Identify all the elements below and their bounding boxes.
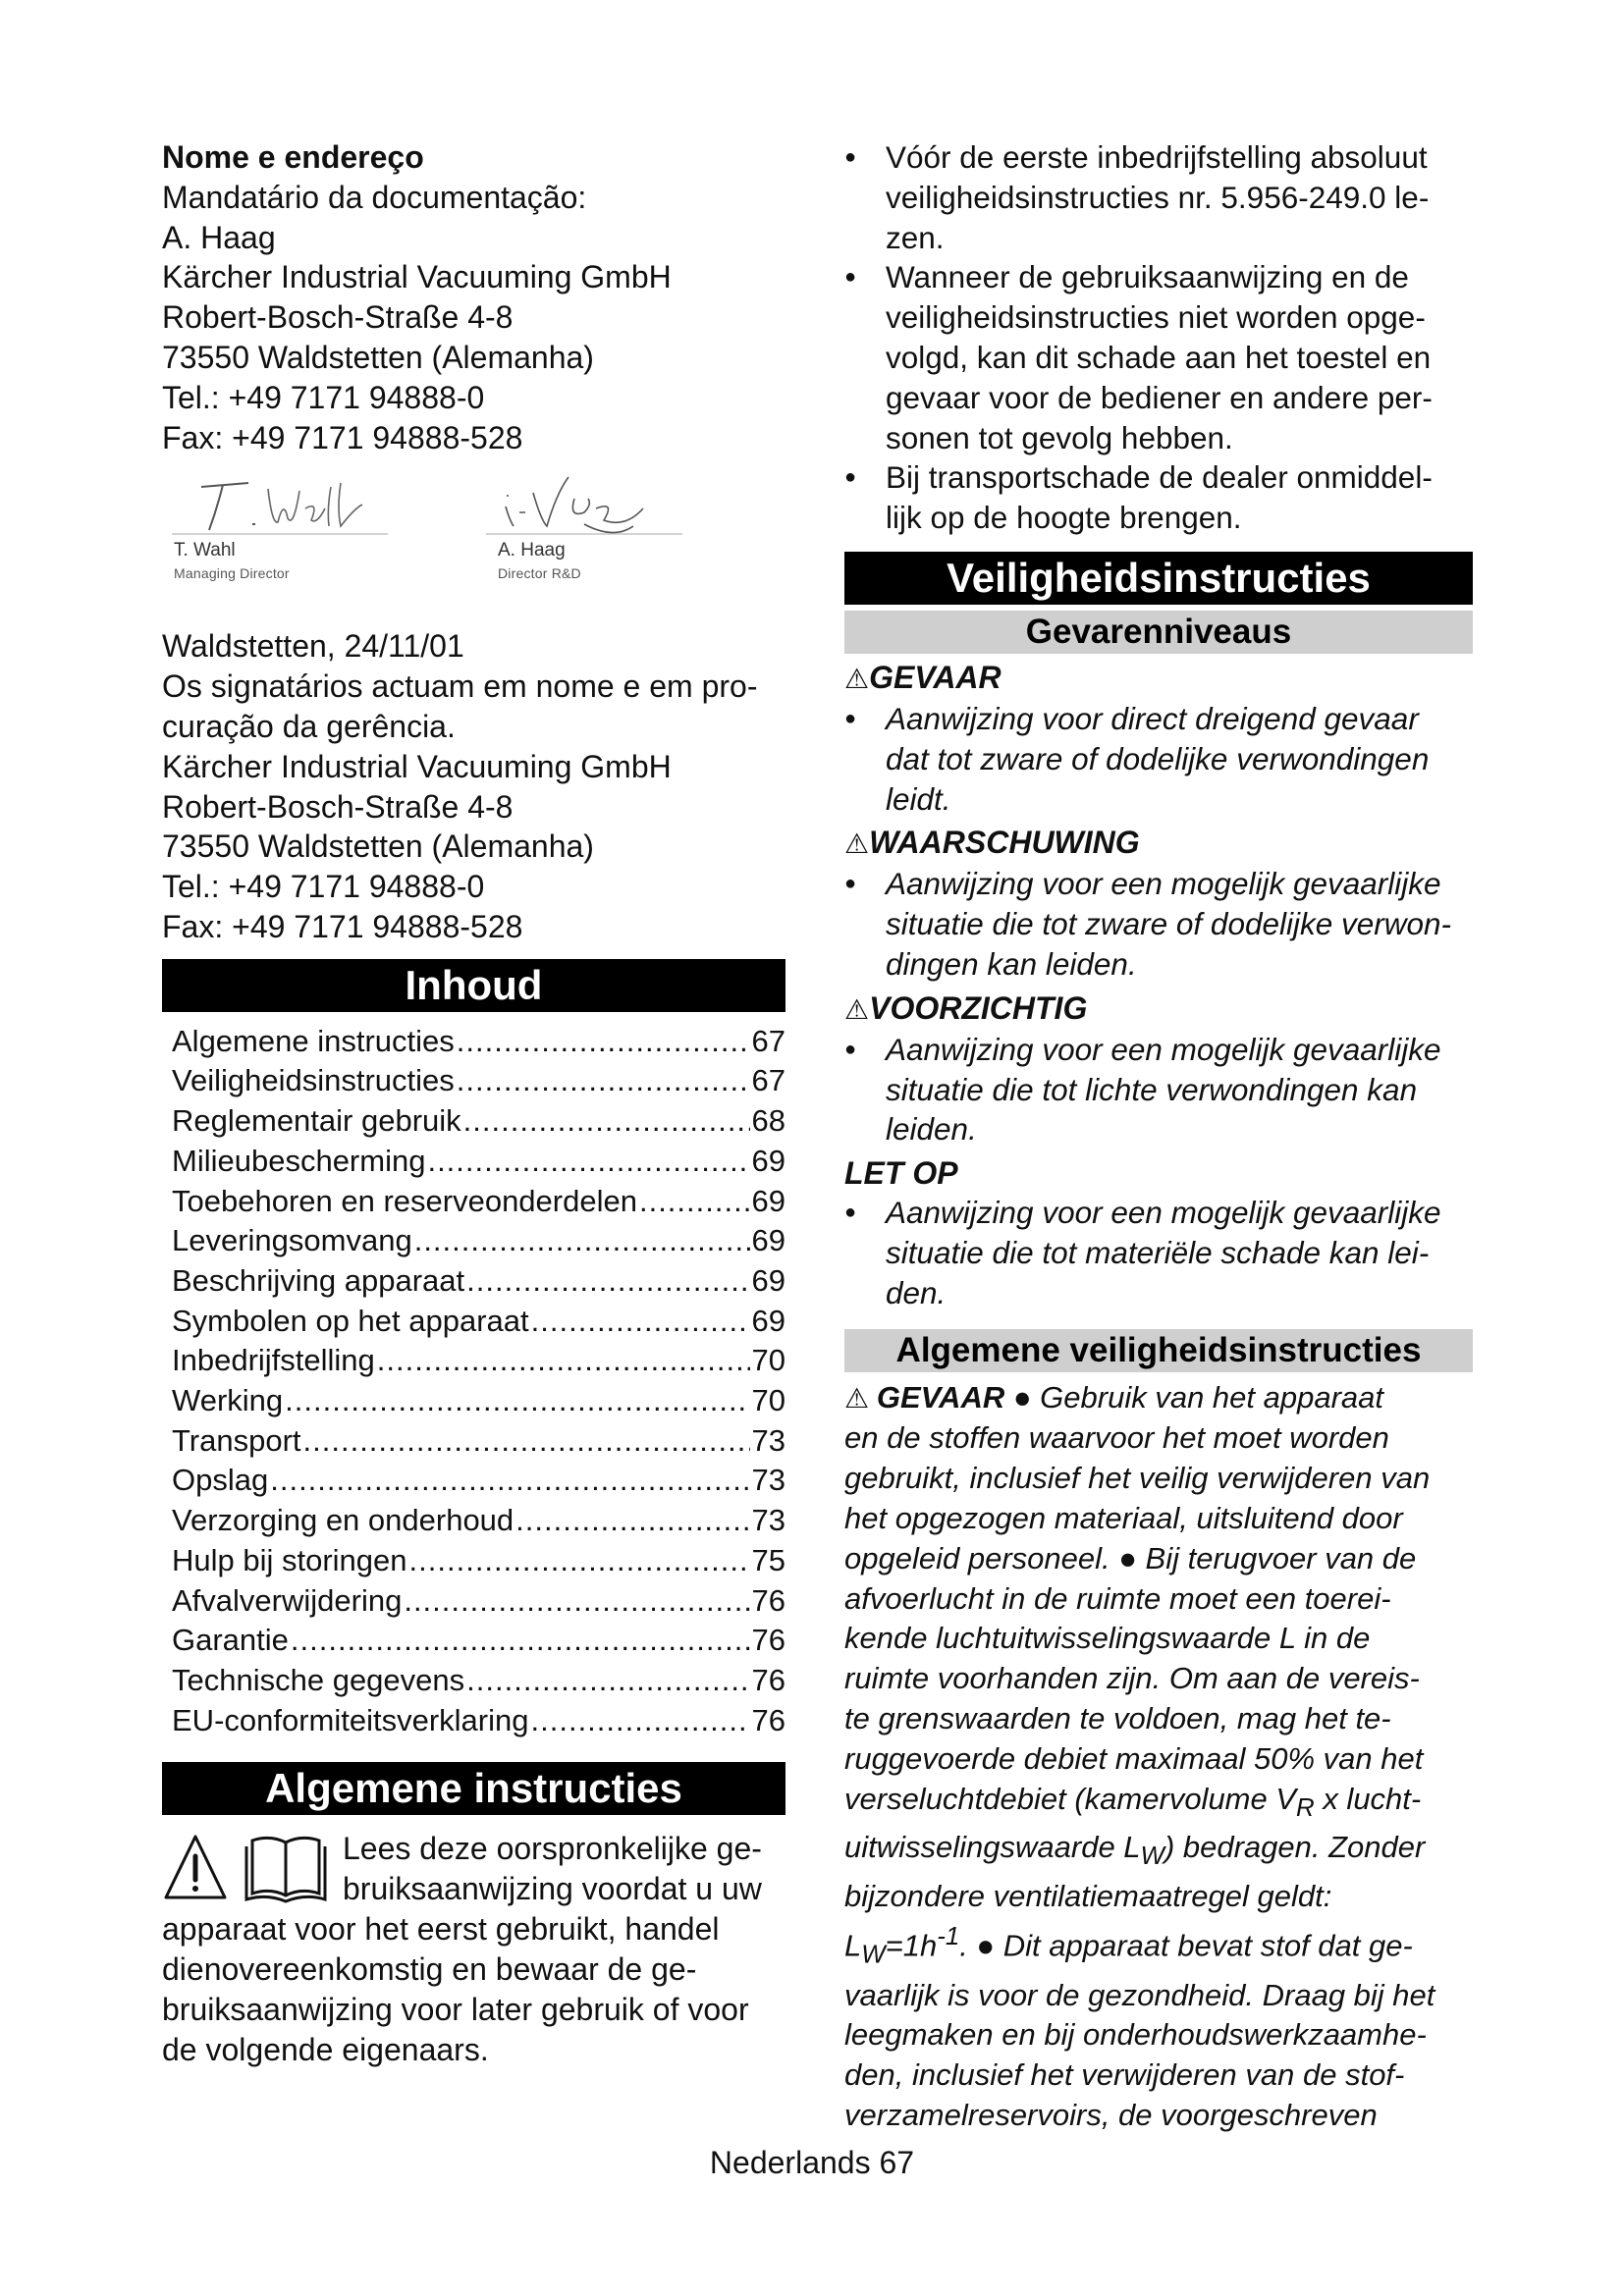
toc-row[interactable] bbox=[172, 1381, 785, 1421]
safety-text: =1h bbox=[885, 1928, 938, 1963]
level-line: situatie die tot zware of dodelijke verwon- bbox=[886, 906, 1452, 942]
toc-row[interactable] bbox=[172, 1022, 785, 1062]
safety-line: bijzondere ventilatiemaatregel geldt: bbox=[844, 1879, 1332, 1914]
address-block-2 bbox=[162, 626, 785, 946]
address-line: 73550 Waldstetten (Alemanha) bbox=[162, 339, 594, 375]
toc-leader bbox=[409, 1541, 750, 1581]
danger-levels bbox=[844, 658, 1473, 1313]
bullet-line: volgd, kan dit schade aan het toestel en bbox=[886, 339, 1432, 375]
address-line: curação da gerência. bbox=[162, 708, 456, 744]
superscript: -1 bbox=[937, 1923, 960, 1951]
toc-leader bbox=[531, 1701, 750, 1741]
toc-leader bbox=[270, 1461, 749, 1501]
level-line: ● Aanwijzing voor direct dreigend gevaar bbox=[886, 700, 1419, 736]
toc-page: 76 bbox=[751, 1623, 785, 1658]
toc-leader bbox=[457, 1061, 750, 1101]
intro-line: bruiksaanwijzing voordat u uw bbox=[343, 1871, 762, 1907]
address-line: A. Haag bbox=[162, 219, 276, 255]
bullet-line: veiligheidsinstructies niet worden opge- bbox=[886, 299, 1426, 336]
toc-page: 76 bbox=[751, 1702, 785, 1737]
toc-page: 76 bbox=[751, 1582, 785, 1618]
toc-leader bbox=[404, 1581, 749, 1622]
toc-leader bbox=[303, 1421, 750, 1462]
toc-page: 67 bbox=[751, 1023, 785, 1058]
toc-row[interactable] bbox=[172, 1661, 785, 1701]
level-line: ● Aanwijzing voor een mogelijk gevaarlijke bbox=[886, 1031, 1441, 1067]
level-text bbox=[844, 1193, 1473, 1312]
address-line: Robert-Bosch-Straße 4-8 bbox=[162, 788, 514, 825]
bullet-line: sonen tot gevolg hebben. bbox=[886, 419, 1233, 455]
level-name: VOORZICHTIG bbox=[869, 989, 1088, 1026]
toc-title: Transport bbox=[172, 1422, 301, 1458]
danger-levels-heading: Gevarenniveaus bbox=[844, 611, 1473, 654]
level-label bbox=[844, 823, 1473, 864]
toc-title: Toebehoren en reserveonderdelen bbox=[172, 1183, 637, 1218]
safety-line: gebruikt, inclusief het veilig verwijderen van bbox=[844, 1461, 1431, 1496]
safety-line: het opgezogen materiaal, uitsluitend door bbox=[844, 1500, 1403, 1535]
table-of-contents bbox=[162, 1022, 785, 1741]
toc-row[interactable] bbox=[172, 1221, 785, 1261]
toc-row[interactable] bbox=[172, 1341, 785, 1381]
toc-title: Technische gegevens bbox=[172, 1663, 465, 1697]
toc-page: 67 bbox=[751, 1063, 785, 1098]
intro-line: dienovereenkomstig en bewaar de ge- bbox=[162, 1951, 697, 1988]
safety-text: ● Gebruik van het apparaat bbox=[1012, 1379, 1384, 1415]
general-instructions-heading: Algemene instructies bbox=[162, 1762, 785, 1815]
address-line: Tel.: +49 7171 94888-0 bbox=[162, 869, 485, 905]
toc-page: 70 bbox=[751, 1343, 785, 1378]
left-column bbox=[162, 137, 785, 2070]
bullet-line: zen. bbox=[886, 219, 945, 255]
bullet-line: ● Bij transportschade de dealer onmiddel- bbox=[886, 459, 1433, 496]
toc-title: Milieubescherming bbox=[172, 1143, 426, 1178]
danger-label: GEVAAR bbox=[876, 1379, 1005, 1415]
toc-heading: Inhoud bbox=[162, 959, 785, 1012]
toc-row[interactable] bbox=[172, 1701, 785, 1741]
subscript: W bbox=[861, 1941, 886, 1969]
address-line: Waldstetten, 24/11/01 bbox=[162, 628, 464, 665]
safety-line bbox=[844, 1917, 1473, 1975]
toc-row[interactable] bbox=[172, 1302, 785, 1342]
safety-text: x lucht- bbox=[1314, 1781, 1422, 1816]
warning-icon: ⚠ bbox=[844, 663, 870, 694]
safety-line: en de stoffen waarvoor het moet worden bbox=[844, 1420, 1389, 1456]
toc-leader bbox=[291, 1621, 750, 1661]
toc-page: 70 bbox=[751, 1383, 785, 1418]
toc-page: 76 bbox=[751, 1663, 785, 1697]
toc-row[interactable] bbox=[172, 1461, 785, 1501]
toc-title: Algemene instructies bbox=[172, 1023, 455, 1058]
toc-page: 68 bbox=[751, 1103, 785, 1139]
bullet-line: lijk op de hoogte brengen. bbox=[886, 500, 1242, 536]
toc-title: Symbolen op het apparaat bbox=[172, 1303, 529, 1338]
toc-title: Reglementair gebruik bbox=[172, 1103, 461, 1139]
safety-text: uitwisselingswaarde L bbox=[844, 1830, 1141, 1865]
safety-line bbox=[844, 1780, 1473, 1829]
safety-line: te grenswaarden te voldoen, mag het te- bbox=[844, 1700, 1391, 1735]
toc-leader bbox=[463, 1101, 750, 1142]
handwritten-signature-icon bbox=[486, 469, 702, 538]
safety-line: opgeleid personeel. ● Bij terugvoer van de bbox=[844, 1540, 1417, 1575]
safety-line bbox=[844, 1828, 1473, 1877]
toc-title: Beschrijving apparaat bbox=[172, 1262, 465, 1298]
toc-page: 69 bbox=[751, 1183, 785, 1218]
toc-row[interactable] bbox=[172, 1581, 785, 1622]
toc-leader bbox=[285, 1381, 749, 1421]
signature-wahl bbox=[162, 469, 417, 581]
page-footer: Nederlands 67 bbox=[709, 2145, 915, 2180]
safety-text: verseluchtdebiet (kamervolume V bbox=[844, 1781, 1297, 1816]
level-name: GEVAAR bbox=[869, 659, 1001, 695]
toc-row[interactable] bbox=[172, 1182, 785, 1222]
bullet-line: veiligheidsinstructies nr. 5.956-249.0 le- bbox=[886, 179, 1430, 215]
signature-haag bbox=[486, 469, 741, 581]
intro-line: bruiksaanwijzing voor later gebruik of voor bbox=[162, 1992, 749, 2027]
safety-line bbox=[844, 1378, 1473, 1419]
level-label bbox=[844, 1153, 1473, 1193]
address-line: Fax: +49 7171 94888-528 bbox=[162, 908, 523, 944]
intro-line: de volgende eigenaars. bbox=[162, 2031, 489, 2067]
safety-line: kende luchtuitwisselingswaarde L in de bbox=[844, 1621, 1371, 1656]
toc-leader bbox=[457, 1022, 750, 1062]
level-label bbox=[844, 988, 1473, 1030]
address-block-1 bbox=[162, 137, 785, 457]
general-safety-heading: Algemene veiligheidsinstructies bbox=[844, 1329, 1473, 1372]
toc-page: 73 bbox=[751, 1422, 785, 1458]
level-text bbox=[844, 699, 1473, 819]
toc-page: 69 bbox=[751, 1143, 785, 1178]
safety-line: ruggevoerde debiet maximaal 50% van het bbox=[844, 1740, 1424, 1776]
address-line: Fax: +49 7171 94888-528 bbox=[162, 419, 523, 455]
address-line: Kärcher Industrial Vacuuming GmbH bbox=[162, 748, 672, 784]
safety-line: den, inclusief het verwijderen van de stof- bbox=[844, 2057, 1405, 2093]
toc-row[interactable] bbox=[172, 1621, 785, 1661]
address-heading: Nome e endereço bbox=[162, 139, 424, 175]
toc-title: Verzorging en onderhoud bbox=[172, 1503, 514, 1538]
toc-row[interactable] bbox=[172, 1061, 785, 1101]
toc-leader bbox=[414, 1221, 750, 1261]
address-line: Tel.: +49 7171 94888-0 bbox=[162, 379, 485, 415]
toc-row[interactable] bbox=[172, 1421, 785, 1462]
signatory-role: Director R&D bbox=[498, 565, 581, 582]
subscript: W bbox=[1140, 1842, 1164, 1871]
safety-heading: Veiligheidsinstructies bbox=[844, 552, 1473, 605]
toc-title: Afvalverwijdering bbox=[172, 1582, 403, 1618]
bullet-item bbox=[844, 457, 1473, 538]
toc-page: 69 bbox=[751, 1303, 785, 1338]
toc-title: Inbedrijfstelling bbox=[172, 1343, 375, 1378]
bullet-line: gevaar voor de bediener en andere per- bbox=[886, 379, 1433, 415]
level-text bbox=[844, 1030, 1473, 1149]
toc-title: Werking bbox=[172, 1383, 284, 1418]
level-line: leiden. bbox=[886, 1111, 977, 1148]
level-line: ● Aanwijzing voor een mogelijk gevaarlijke bbox=[886, 1195, 1441, 1231]
signatory-name: A. Haag bbox=[498, 540, 566, 561]
toc-leader bbox=[515, 1501, 749, 1541]
safety-line: ruimte voorhanden zijn. Om aan de vereis- bbox=[844, 1661, 1420, 1696]
toc-leader bbox=[466, 1661, 749, 1701]
general-instructions-text bbox=[162, 1829, 785, 2069]
signatory-name: T. Wahl bbox=[174, 540, 236, 561]
address-line: Kärcher Industrial Vacuuming GmbH bbox=[162, 259, 672, 295]
address-line: Robert-Bosch-Straße 4-8 bbox=[162, 299, 514, 336]
safety-line: verzamelreservoirs, de voorgeschreven bbox=[844, 2097, 1378, 2132]
level-label bbox=[844, 658, 1473, 699]
intro-line: apparaat voor het eerst gebruikt, handel bbox=[162, 1911, 720, 1948]
level-line: dingen kan leiden. bbox=[886, 945, 1137, 982]
safety-line: vaarlijk is voor de gezondheid. Draag bij het bbox=[844, 1977, 1435, 2012]
level-line: situatie die tot lichte verwondingen kan bbox=[886, 1071, 1418, 1107]
level-line: ● Aanwijzing voor een mogelijk gevaarlijke bbox=[886, 866, 1441, 902]
warning-triangle-icon bbox=[162, 1829, 337, 1909]
toc-page: 75 bbox=[751, 1542, 785, 1577]
bullet-line: ● Wanneer de gebruiksaanwijzing en de bbox=[886, 259, 1409, 295]
toc-leader bbox=[531, 1302, 750, 1342]
safety-line: leegmaken en bij onderhoudswerkzaamhe- bbox=[844, 2017, 1427, 2053]
manual-book-icon bbox=[246, 1839, 325, 1902]
toc-leader bbox=[639, 1182, 750, 1222]
level-line: leidt. bbox=[886, 780, 951, 817]
signatory-role: Managing Director bbox=[174, 565, 290, 582]
toc-leader bbox=[427, 1142, 749, 1182]
bullet-line: ● Vóór de eerste inbedrijfstelling absoluut bbox=[886, 139, 1428, 175]
toc-leader bbox=[466, 1261, 749, 1302]
toc-leader bbox=[377, 1341, 750, 1381]
warning-icon: ⚠ bbox=[844, 993, 870, 1025]
toc-row[interactable] bbox=[172, 1261, 785, 1302]
intro-line: Lees deze oorspronkelijke ge- bbox=[343, 1831, 762, 1867]
safety-text: ) bedragen. Zonder bbox=[1164, 1830, 1426, 1865]
toc-title: EU-conformiteitsverklaring bbox=[172, 1702, 529, 1737]
bullet-item bbox=[844, 257, 1473, 457]
intro-icons bbox=[162, 1829, 337, 1909]
level-name: WAARSCHUWING bbox=[869, 825, 1140, 861]
signatures bbox=[162, 469, 785, 626]
level-line: den. bbox=[886, 1274, 947, 1310]
toc-title: Garantie bbox=[172, 1623, 289, 1658]
toc-row[interactable] bbox=[172, 1541, 785, 1581]
bullet-item bbox=[844, 137, 1473, 257]
subscript: R bbox=[1296, 1793, 1315, 1822]
safety-text: . ● Dit apparaat bevat stof dat ge- bbox=[959, 1928, 1413, 1963]
toc-title: Veiligheidsinstructies bbox=[172, 1063, 455, 1098]
address-line: Mandatário da documentação: bbox=[162, 179, 587, 215]
toc-page: 69 bbox=[751, 1223, 785, 1258]
toc-row[interactable] bbox=[172, 1142, 785, 1182]
toc-title: Leveringsomvang bbox=[172, 1223, 412, 1258]
toc-row[interactable] bbox=[172, 1101, 785, 1142]
right-column bbox=[844, 137, 1473, 2136]
level-text bbox=[844, 864, 1473, 984]
handwritten-signature-icon bbox=[162, 469, 417, 538]
safety-line: afvoerlucht in de ruimte moet een toerei- bbox=[844, 1580, 1391, 1616]
level-line: situatie die tot materiële schade kan lei- bbox=[886, 1234, 1430, 1270]
address-line: Os signatários actuam em nome e em pro- bbox=[162, 668, 758, 705]
toc-page: 73 bbox=[751, 1503, 785, 1538]
safety-text: L bbox=[844, 1928, 862, 1963]
warning-icon: ⚠ bbox=[844, 828, 870, 860]
toc-title: Opslag bbox=[172, 1463, 269, 1498]
general-safety-text bbox=[844, 1378, 1473, 2136]
level-line: dat tot zware of dodelijke verwondingen bbox=[886, 740, 1430, 776]
toc-row[interactable] bbox=[172, 1501, 785, 1541]
toc-title: Hulp bij storingen bbox=[172, 1542, 407, 1577]
toc-page: 69 bbox=[751, 1262, 785, 1298]
address-line: 73550 Waldstetten (Alemanha) bbox=[162, 828, 594, 865]
level-name: LET OP bbox=[844, 1155, 958, 1192]
warning-icon: ⚠ bbox=[844, 1382, 877, 1414]
toc-page: 73 bbox=[751, 1463, 785, 1498]
